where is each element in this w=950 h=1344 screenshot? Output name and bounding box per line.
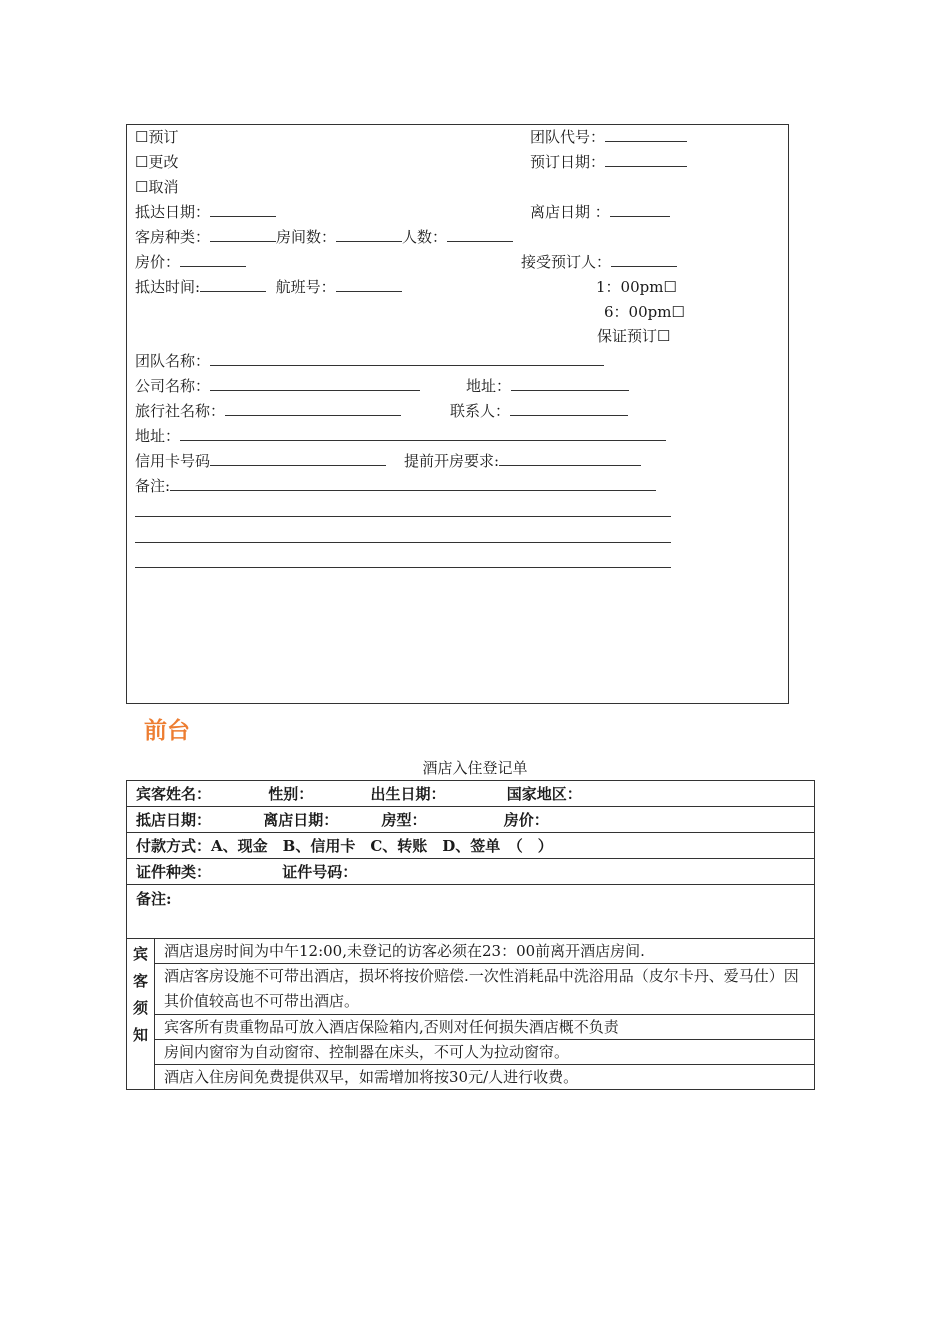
arrival-date-blank[interactable] <box>210 202 276 217</box>
agency-field[interactable] <box>135 401 401 421</box>
table-row <box>127 807 815 833</box>
rate-blank[interactable] <box>180 252 246 267</box>
booking-date-blank[interactable] <box>605 152 687 167</box>
option-book-checkbox[interactable]: ☐预订 <box>135 128 179 146</box>
company-address-label: 地址： <box>466 377 512 395</box>
company-address-blank[interactable] <box>511 376 629 391</box>
credit-card-field[interactable] <box>135 451 386 471</box>
table-row <box>127 859 815 885</box>
room-type-blank[interactable] <box>210 227 276 242</box>
remarks-blank[interactable] <box>170 476 656 491</box>
id-number-label: 证件号码： <box>282 862 358 881</box>
agency-blank[interactable] <box>225 401 401 416</box>
address-label: 地址： <box>135 427 181 445</box>
id-info-cell[interactable] <box>127 859 815 885</box>
arrival-time-label: 抵达时间: <box>135 278 201 296</box>
departure-date-field[interactable] <box>530 202 670 222</box>
stay-info-cell[interactable] <box>127 807 815 833</box>
option-change-checkbox[interactable]: ☐更改 <box>135 153 179 171</box>
table-row <box>127 833 815 859</box>
table-row <box>127 1015 815 1040</box>
arrival-date-label: 抵达日期： <box>135 203 211 221</box>
company-address-field[interactable] <box>466 376 629 396</box>
arrival-date-field[interactable] <box>135 202 276 222</box>
remarks-field[interactable] <box>135 476 656 496</box>
agency-label: 旅行社名称： <box>135 402 226 420</box>
table-row <box>127 781 815 807</box>
room-info-row <box>135 227 513 247</box>
notice-head-char: 宾 <box>132 945 148 963</box>
guest-name-label: 宾客姓名： <box>136 784 212 803</box>
table-row <box>127 885 815 939</box>
arrival-time-blank[interactable] <box>200 277 266 292</box>
table-row <box>127 1040 815 1065</box>
room-type-label: 客房种类： <box>135 228 211 246</box>
contact-blank[interactable] <box>510 401 628 416</box>
table-row <box>127 964 815 1015</box>
section-title: 前台 <box>144 718 190 744</box>
company-name-label: 公司名称： <box>135 377 211 395</box>
guest-count-blank[interactable] <box>447 227 513 242</box>
group-code-blank[interactable] <box>605 127 687 142</box>
group-name-field[interactable] <box>135 351 604 371</box>
rate-reg-label: 房价： <box>503 810 549 829</box>
accepted-by-blank[interactable] <box>611 252 677 267</box>
notice-item: 房间内窗帘为自动窗帘、控制器在床头，不可人为拉动窗帘。 <box>155 1040 815 1065</box>
booking-date-field[interactable] <box>530 152 687 172</box>
guest-notice-heading <box>127 939 155 1090</box>
rate-field[interactable] <box>135 252 246 272</box>
early-checkin-blank[interactable] <box>499 451 641 466</box>
room-type-reg-label: 房型： <box>381 810 427 829</box>
guest-info-cell[interactable] <box>127 781 815 807</box>
notice-item: 宾客所有贵重物品可放入酒店保险箱内,否则对任何损失酒店概不负责 <box>155 1015 815 1040</box>
room-count-blank[interactable] <box>336 227 402 242</box>
group-name-blank[interactable] <box>210 351 604 366</box>
notice-item: 酒店退房时间为中午12:00,未登记的访客必须在23：00前离开酒店房间. <box>155 939 815 964</box>
flight-blank[interactable] <box>336 277 402 292</box>
departure-date-label: 离店日期 ： <box>530 203 610 221</box>
company-name-blank[interactable] <box>210 376 420 391</box>
contact-field[interactable] <box>450 401 628 421</box>
early-checkin-field[interactable] <box>404 451 641 471</box>
notice-item: 酒店客房设施不可带出酒店，损坏将按价赔偿.一次性消耗品中洗浴用品（皮尔卡丹、爱马仕）因其价值较高也不可带出酒店。 <box>155 964 815 1015</box>
accepted-by-field[interactable] <box>521 252 677 272</box>
gender-label: 性别： <box>268 784 314 803</box>
hold-6pm-checkbox[interactable]: 6：00pm☐ <box>604 303 685 321</box>
id-type-label: 证件种类： <box>136 862 212 881</box>
address-field[interactable] <box>135 426 666 446</box>
notice-head-char: 须 <box>132 999 148 1017</box>
registration-table <box>126 780 815 1090</box>
early-checkin-label: 提前开房要求: <box>404 452 500 470</box>
registration-form-title: 酒店入住登记单 <box>422 759 528 777</box>
birth-date-label: 出生日期： <box>370 784 446 803</box>
guest-count-label: 人数： <box>402 228 448 246</box>
registration-remarks-cell[interactable]: 备注: <box>127 885 815 939</box>
checkout-date-label: 离店日期： <box>263 810 339 829</box>
option-cancel-checkbox[interactable]: ☐取消 <box>135 178 179 196</box>
credit-card-blank[interactable] <box>210 451 386 466</box>
remarks-line-4[interactable] <box>135 567 671 568</box>
notice-item: 酒店入住房间免费提供双早，如需增加将按30元/人进行收费。 <box>155 1065 815 1090</box>
booking-date-label: 预订日期： <box>530 153 606 171</box>
hold-1pm-checkbox[interactable]: 1：00pm☐ <box>596 278 677 296</box>
table-row <box>127 939 815 964</box>
company-name-field[interactable] <box>135 376 420 396</box>
rate-label: 房价： <box>135 253 181 271</box>
table-row <box>127 1065 815 1090</box>
arrival-time-row <box>135 277 402 297</box>
contact-label: 联系人： <box>450 402 511 420</box>
guaranteed-checkbox[interactable]: 保证预订☐ <box>597 327 671 345</box>
remarks-line-2[interactable] <box>135 516 671 517</box>
remarks-line-3[interactable] <box>135 542 671 543</box>
credit-card-label: 信用卡号码 <box>135 452 211 470</box>
country-label: 国家地区： <box>506 784 582 803</box>
group-name-label: 团队名称： <box>135 352 211 370</box>
notice-head-char: 客 <box>132 972 148 990</box>
remarks-label: 备注: <box>135 477 171 495</box>
group-code-label: 团队代号： <box>530 128 606 146</box>
payment-method-cell[interactable]: 付款方式：A、现金 B、信用卡 C、转账 D、签单 （ ） <box>127 833 815 859</box>
flight-label: 航班号： <box>275 278 336 296</box>
accepted-by-label: 接受预订人： <box>521 253 612 271</box>
address-blank[interactable] <box>180 426 666 441</box>
room-count-label: 房间数： <box>276 228 337 246</box>
notice-head-char: 知 <box>132 1026 148 1044</box>
checkin-date-label: 抵店日期： <box>136 810 212 829</box>
group-code-field[interactable] <box>530 127 687 147</box>
departure-date-blank[interactable] <box>610 202 670 217</box>
